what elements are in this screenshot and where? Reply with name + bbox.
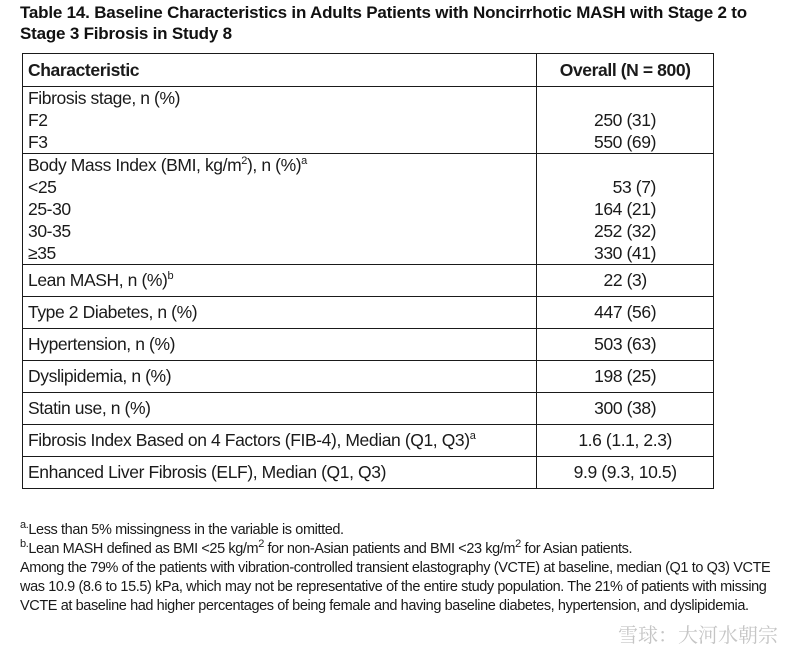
footnotes: [20, 521, 795, 616]
elf-value: 9.9 (9.3, 10.5): [573, 462, 677, 482]
fib4-label: Fibrosis Index Based on 4 Factors (FIB-4), Median (Q1, Q3)$^a$: [28, 430, 476, 450]
bmi-30-35-value: 252 (32): [594, 221, 656, 241]
bmi-lt25-value: 53 (7): [612, 177, 656, 197]
fibrosis-stage-values: [537, 87, 714, 154]
footnote-a: $^{a.}$Less than 5% missingness in the variable is omitted.: [20, 519, 344, 538]
bmi-25-30-value: 164 (21): [594, 199, 656, 219]
baseline-characteristics-table: [22, 53, 714, 489]
type2-diabetes-value: 447 (56): [594, 302, 657, 322]
fibrosis-stage-f2-label: F2: [28, 110, 48, 130]
table-row-fibrosis-stage: [23, 87, 714, 154]
table-row-hypertension: [23, 329, 714, 361]
fibrosis-stage-label: Fibrosis stage, n (%): [28, 88, 181, 108]
hypertension-label: Hypertension, n (%): [28, 334, 176, 354]
header-characteristic: Characteristic: [23, 54, 537, 87]
bmi-30-35-label: 30-35: [28, 221, 71, 241]
bmi-ge35-label: ≥35: [28, 243, 56, 263]
fib4-value: 1.6 (1.1, 2.3): [578, 430, 672, 450]
dyslipidemia-label: Dyslipidemia, n (%): [28, 366, 172, 386]
bmi-25-30-label: 25-30: [28, 199, 71, 219]
table-row-fib4: [23, 425, 714, 457]
table-row-dyslipidemia: [23, 361, 714, 393]
table-header-row: [23, 54, 714, 87]
table-row-bmi: [23, 154, 714, 265]
header-overall: Overall (N = 800): [537, 54, 714, 87]
table-row-elf: [23, 457, 714, 489]
bmi-labels: [23, 154, 537, 265]
fibrosis-stage-labels: [23, 87, 537, 154]
elf-label: Enhanced Liver Fibrosis (ELF), Median (Q1, Q3): [28, 462, 386, 482]
footnote-a-marker: a: [301, 155, 307, 168]
bmi-lt25-label: <25: [28, 177, 57, 197]
statin-use-label: Statin use, n (%): [28, 398, 151, 418]
fibrosis-stage-f2-value: 250 (31): [594, 110, 656, 130]
lean-mash-label: Lean MASH, n (%)$^b$: [28, 270, 174, 290]
bmi-label: Body Mass Index (BMI, $kg/m^2$), n (%)$^a$: [28, 155, 307, 175]
dyslipidemia-value: 198 (25): [594, 366, 657, 386]
watermark: 雪球：大河水朝宗: [618, 623, 778, 647]
table-row-type2-diabetes: [23, 297, 714, 329]
bmi-values: [537, 154, 714, 265]
table-row-lean-mash: [23, 265, 714, 297]
fibrosis-stage-f3-value: 550 (69): [594, 132, 656, 152]
footnote-b: $^{b.}$Lean MASH defined as BMI <25 $kg/m^2$ for non-Asian patients and BMI <23 $kg/m^2$ for Asian patients.: [20, 538, 633, 557]
bmi-ge35-value: 330 (41): [594, 243, 656, 263]
hypertension-value: 503 (63): [594, 334, 657, 354]
type2-diabetes-label: Type 2 Diabetes, n (%): [28, 302, 198, 322]
table-title: Table 14. Baseline Characteristics in Adults Patients with Noncirrhotic MASH with Stage 2 to Stage 3 Fibrosis in Study 8: [20, 3, 747, 43]
lean-mash-value: 22 (3): [603, 270, 647, 290]
statin-use-value: 300 (38): [594, 398, 657, 418]
fibrosis-stage-f3-label: F3: [28, 132, 48, 152]
footnote-vcte-paragraph: Among the 79% of the patients with vibration-controlled transient elastography (VCTE) at baseline, median (Q1 to Q3) VCTE was 10.9 (8.6 to 15.5) kPa, which may not be representative of the entire study population. The 21% of patients with missing VCTE at baseline had higher percentages of being female and having baseline diabetes, hypertension, and dyslipidemia.: [20, 560, 771, 614]
table-row-statin-use: [23, 393, 714, 425]
